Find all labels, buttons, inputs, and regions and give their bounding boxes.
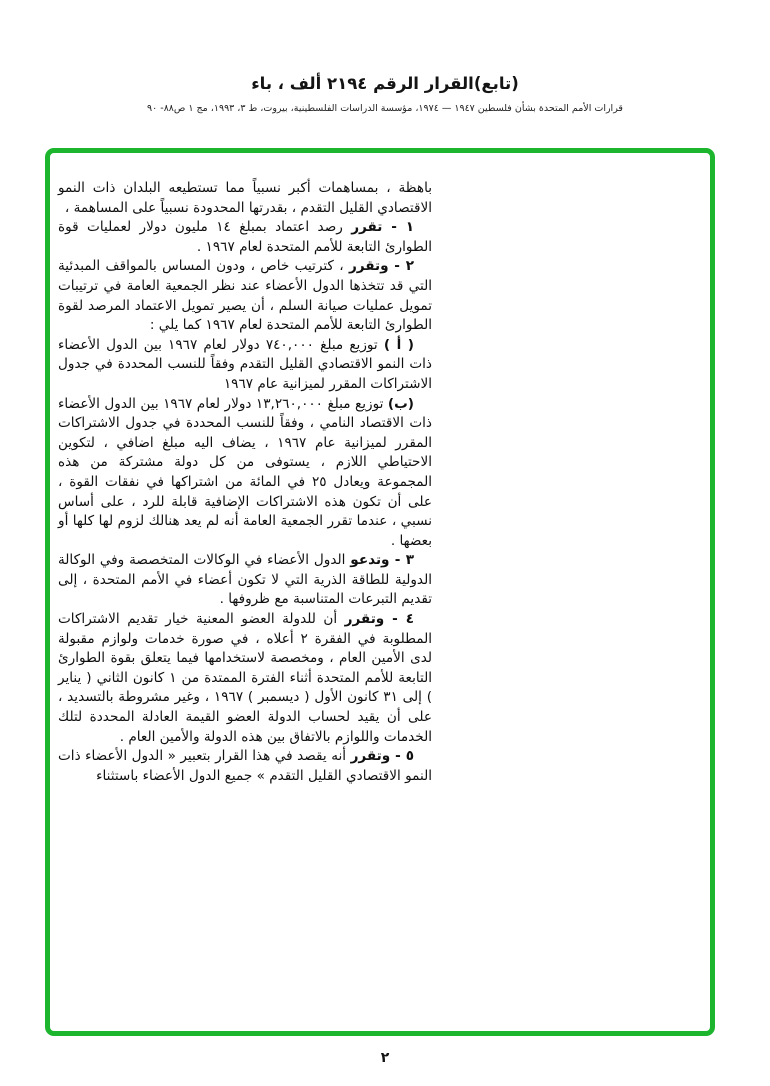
paragraph-text: توزيع مبلغ ١٣,٢٦٠,٠٠٠ دولار لعام ١٩٦٧ بين الدول الأعضاء ذات الاقتصاد النامي ، وفقاً للنسب المحددة في جدول الاشتراكات المقرر لميزانية عام ١٩٦٧ ، يضاف اليه مبلغ اضافي ، لتكوين الاحتياطي اللازم ، يستوفى من كل دولة مشتركة من هذه المجموعة ويعادل ٢٥ في المائة من اشتراكها في نفقات القوة ، على أن تكون هذه الاشتراكات الإضافية قابلة للرد ، على أساس نسبي ، عندما تقرر الجمعية العامة أنه لم يعد هنالك لزوم لها كلها أو بعضها . — [58, 395, 433, 549]
document-frame — [45, 148, 715, 1036]
page-number: ٢ — [380, 1050, 390, 1066]
paragraph-text: رصد اعتماد بمبلغ ١٤ مليون دولار لعمليات قوة الطوارئ التابعة للأمم المتحدة لعام ١٩٦٧ . — [58, 219, 432, 255]
paragraph-text: أن للدولة العضو المعنية خيار تقديم الاشتراكات المطلوبة في الفقرة ٢ أعلاه ، في صورة خدمات ولوازم مقبولة لدى الأمين العام ، ومخصصة لاستخدامها فيما يتعلق بقوة الطوارئ التابعة للأمم المتحدة أثناء الفترة الممتدة من ١ كانون الثاني ( يناير ) إلى ٣١ كانون الأول ( ديسمبر ) ١٩٦٧ ، وغير مشروطة بالتسديد ، على أن يقيد لحساب الدولة العضو القيمة العادلة المحددة لتلك الخدمات واللوازم بالاتفاق بين هذه الدولة والأمين العام . — [58, 611, 433, 745]
header-title: (تابع)القرار الرقم ٢١٩٤ ألف ، باء — [251, 74, 519, 93]
paragraph-text: الدول الأعضاء في الوكالات المتخصصة وفي الوكالة الدولية للطاقة الذرية التي لا تكون أعضاء في الأمم المتحدة ، إلى تقديم التبرعات المتناسبة مع ظروفها . — [58, 552, 432, 608]
document-text — [58, 179, 432, 786]
paragraph — [58, 610, 432, 747]
paragraph-lead: ١ - تقرر — [351, 219, 414, 236]
paragraph-text: أنه يقصد في هذا القرار بتعبير « الدول الأعضاء ذات النمو الاقتصادي القليل التقدم » جميع الدول الأعضاء باستثناء — [58, 748, 432, 784]
paragraph-lead: ٤ - وتقرر — [344, 611, 414, 628]
paragraph — [58, 257, 432, 335]
paragraph — [58, 551, 432, 610]
paragraph-text: توزيع مبلغ ٧٤٠,٠٠٠ دولار لعام ١٩٦٧ بين الدول الأعضاء ذات النمو الاقتصادي القليل التقدم وفقاً للنسب المحددة في جدول الاشتراكات المقرر لميزانية عام ١٩٦٧ — [58, 336, 432, 392]
paragraph-lead: ٣ - وتدعو — [350, 552, 415, 569]
paragraph-lead: ٢ - وتقرر — [348, 258, 414, 275]
paragraph — [58, 395, 432, 552]
paragraph — [58, 336, 432, 395]
paragraph — [58, 179, 432, 218]
paragraph-lead: (ب) — [387, 395, 414, 412]
paragraph-lead: ٥ - وتقرر — [350, 748, 415, 765]
paragraph-text: باهظة ، بمساهمات أكبر نسبياً مما تستطيعه البلدان ذات النمو الاقتصادي القليل التقدم ، بقدرتها المحدودة نسبياً على المساهمة ، — [58, 180, 432, 216]
paragraph — [58, 218, 432, 257]
paragraph — [58, 747, 432, 786]
paragraph-text: ، كترتيب خاص ، ودون المساس بالمواقف المبدئية التي قد تتخذها الدول الأعضاء عند نظر الجمعية العامة في ترتيبات تمويل عمليات صيانة السلم ، أن يصير تمويل الاعتماد المرصد لقوة الطوارئ التابعة للأمم المتحدة لعام ١٩٦٧ كما يلي : — [58, 258, 432, 334]
paragraph-lead: ( أ ) — [383, 336, 414, 353]
header-source-line: قرارات الأمم المتحدة بشأن فلسطين ١٩٤٧ — ١٩٧٤، مؤسسة الدراسات الفلسطينية، بيروت، ط ٣، ١٩٩٣، مج ١ ص٨٨- ٩٠ — [147, 103, 623, 114]
